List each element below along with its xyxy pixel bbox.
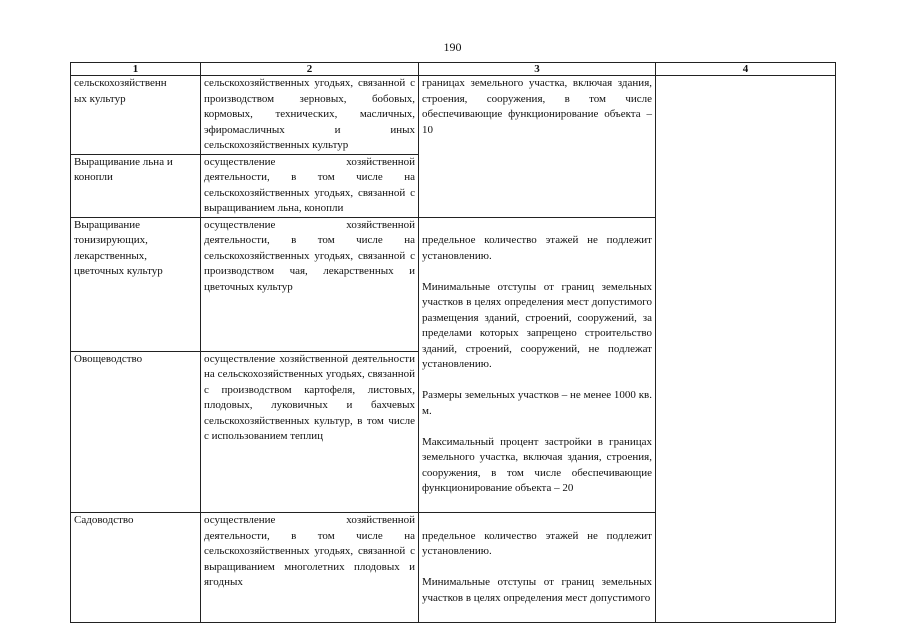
land-use-name: Выращивание льна и конопли xyxy=(71,154,201,217)
land-use-description: осуществление хозяйственной деятельности, в том числе на сельскохозяйственных угодьях, связанной с выращиванием многолетних плодовых и ягодных xyxy=(201,513,419,623)
land-use-description: осуществление хозяйственной деятельности, в том числе на сельскохозяйственных угодьях, связанной с производством чая, лекарственных и цветочных культур xyxy=(201,217,419,351)
land-use-description: осуществление хозяйственной деятельности, в том числе на сельскохозяйственных угодьях, связанной с выращиванием льна, конопли xyxy=(201,154,419,217)
column-header-4: 4 xyxy=(656,63,836,76)
land-use-description: осуществление хозяйственной деятельности на сельскохозяйственных угодьях, связанной с производством картофеля, листовых, плодовых, луковичных и бахчевых сельскохозяйственных культур, в том числе с использованием теплиц xyxy=(201,351,419,512)
land-use-description: сельскохозяйственных угодьях, связанной с производством зерновых, бобовых, кормовых, технических, масличных, эфиромасличных и иных сельскохозяйственных культур xyxy=(201,76,419,155)
parameters-cell xyxy=(419,217,656,513)
parameter-paragraph: Максимальный процент застройки в границах земельного участка, включая здания, строения, сооружения, в том числе обеспечивающие функционирование объекта – 20 xyxy=(422,435,652,494)
table-row xyxy=(71,76,836,155)
column-header-2: 2 xyxy=(201,63,419,76)
column-header-3: 3 xyxy=(419,63,656,76)
parameter-paragraph: предельное количество этажей не подлежит установлению. xyxy=(422,234,652,262)
page-number: 190 xyxy=(443,40,462,54)
parameter-paragraph: Размеры земельных участков – не менее 1000 кв. м. xyxy=(422,389,652,417)
parameter-paragraph: предельное количество этажей не подлежит установлению. xyxy=(422,529,652,557)
land-use-name: Садоводство xyxy=(71,513,201,623)
land-use-name: Овощеводство xyxy=(71,351,201,512)
parameters-cell: границах земельного участка, включая здания, строения, сооружения, в том числе обеспечивающие функционирование объекта – 10 xyxy=(419,76,656,218)
parameter-paragraph: Минимальные отступы от границ земельных участков в целях определения мест допустимого размещения зданий, строений, сооружений, за пределами которых запрещено строительство зданий, строений, сооружений, не подлежат установлению. xyxy=(422,280,652,370)
regulations-table xyxy=(70,62,836,623)
land-use-name: Выращивание тонизирующих, лекарственных, цветочных культур xyxy=(71,217,201,351)
land-use-name: сельскохозяйственн ых культур xyxy=(71,76,201,155)
column-4-cell xyxy=(656,76,836,623)
parameter-paragraph: Минимальные отступы от границ земельных участков в целях определения мест допустимого xyxy=(422,576,652,604)
parameters-cell xyxy=(419,513,656,623)
table-header-row xyxy=(71,63,836,76)
column-header-1: 1 xyxy=(71,63,201,76)
